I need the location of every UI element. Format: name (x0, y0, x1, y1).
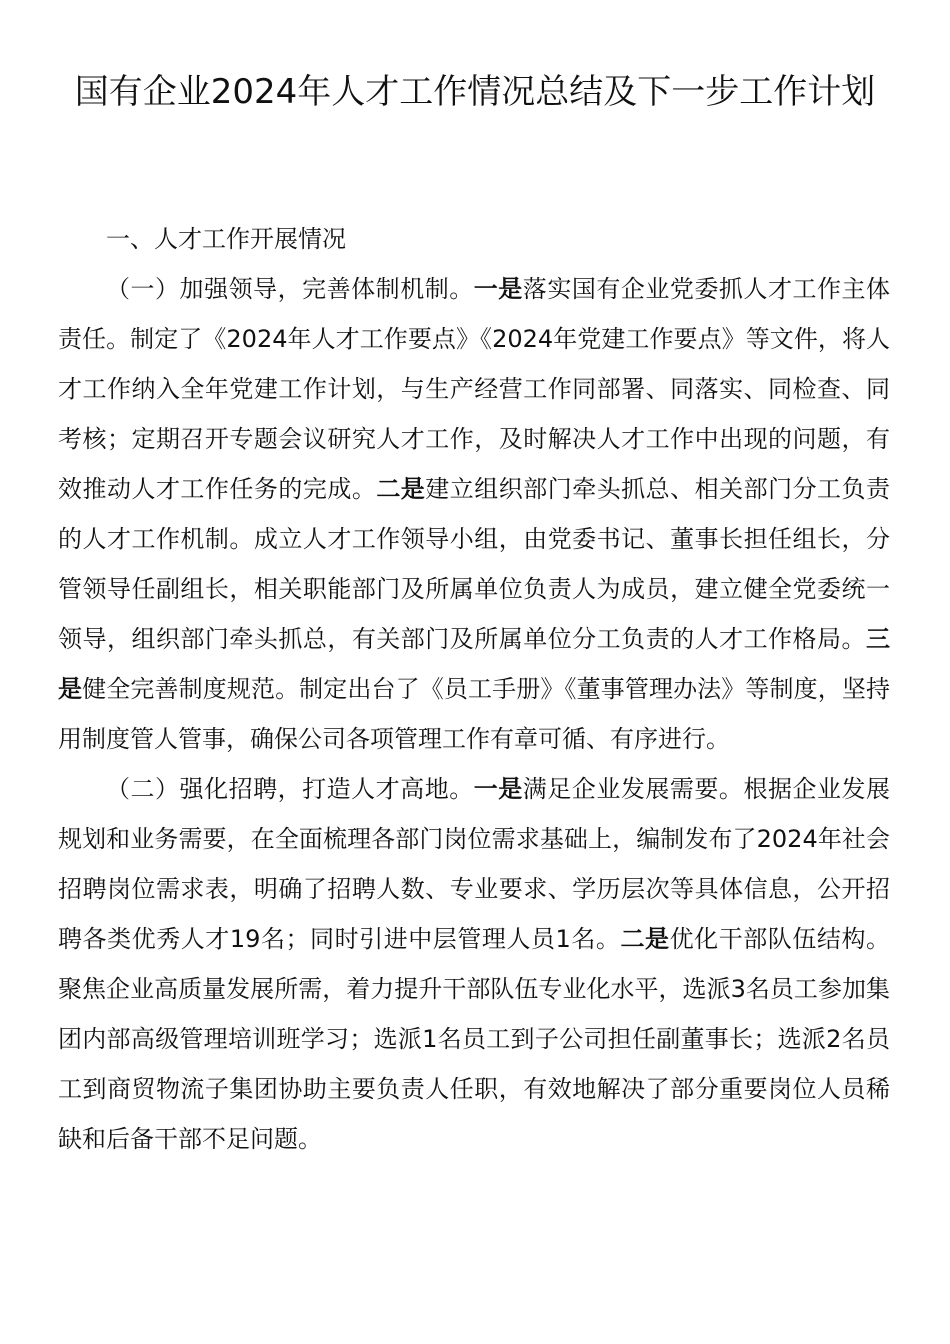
keyword-second: 二是 (620, 925, 670, 953)
document-body (58, 214, 890, 1164)
document-title: 国有企业2024年人才工作情况总结及下一步工作计划 (74, 72, 876, 112)
paragraph-leadership (58, 264, 890, 764)
paragraph-recruitment (58, 764, 890, 1164)
paragraph-text: 健全完善制度规范。制定出台了《员工手册》《董事管理办法》等制度，坚持用制度管人管事，确保公司各项管理工作有章可循、有序进行。 (58, 675, 891, 753)
keyword-second: 二是 (376, 475, 426, 503)
paragraph-text: 优化干部队伍结构。聚焦企业高质量发展所需，着力提升干部队伍专业化水平，选派3名员工参加集团内部高级管理培训班学习；选派1名员工到子公司担任副董事长；选派2名员工到商贸物流子集团协助主要负责人任职，有效地解决了部分重要岗位人员稀缺和后备干部不足问题。 (58, 925, 891, 1153)
keyword-first: 一是 (473, 775, 523, 803)
paragraph-text: 满足企业发展需要。根据企业发展规划和业务需要，在全面梳理各部门岗位需求基础上，编制发布了2024年社会招聘岗位需求表，明确了招聘人数、专业要求、学历层次等具体信息，公开招聘各类优秀人才19名；同时引进中层管理人员1名。 (58, 775, 891, 953)
keyword-third: 三是 (58, 625, 890, 703)
paragraph-lead: （一）加强领导，完善体制机制。 (106, 275, 474, 303)
section-heading: 一、人才工作开展情况 (106, 225, 346, 253)
paragraph-text: 建立组织部门牵头抓总、相关部门分工负责的人才工作机制。成立人才工作领导小组，由党委书记、董事长担任组长，分管领导任副组长，相关职能部门及所属单位负责人为成员，建立健全党委统一领导，组织部门牵头抓总，有关部门及所属单位分工负责的人才工作格局。 (58, 475, 891, 653)
paragraph-text: 落实国有企业党委抓人才工作主体责任。制定了《2024年人才工作要点》《2024年党建工作要点》等文件，将人才工作纳入全年党建工作计划，与生产经营工作同部署、同落实、同检查、同考核；定期召开专题会议研究人才工作，及时解决人才工作中出现的问题，有效推动人才工作任务的完成。 (58, 275, 891, 503)
keyword-first: 一是 (473, 275, 523, 303)
paragraph-lead: （二）强化招聘，打造人才高地。 (106, 775, 474, 803)
